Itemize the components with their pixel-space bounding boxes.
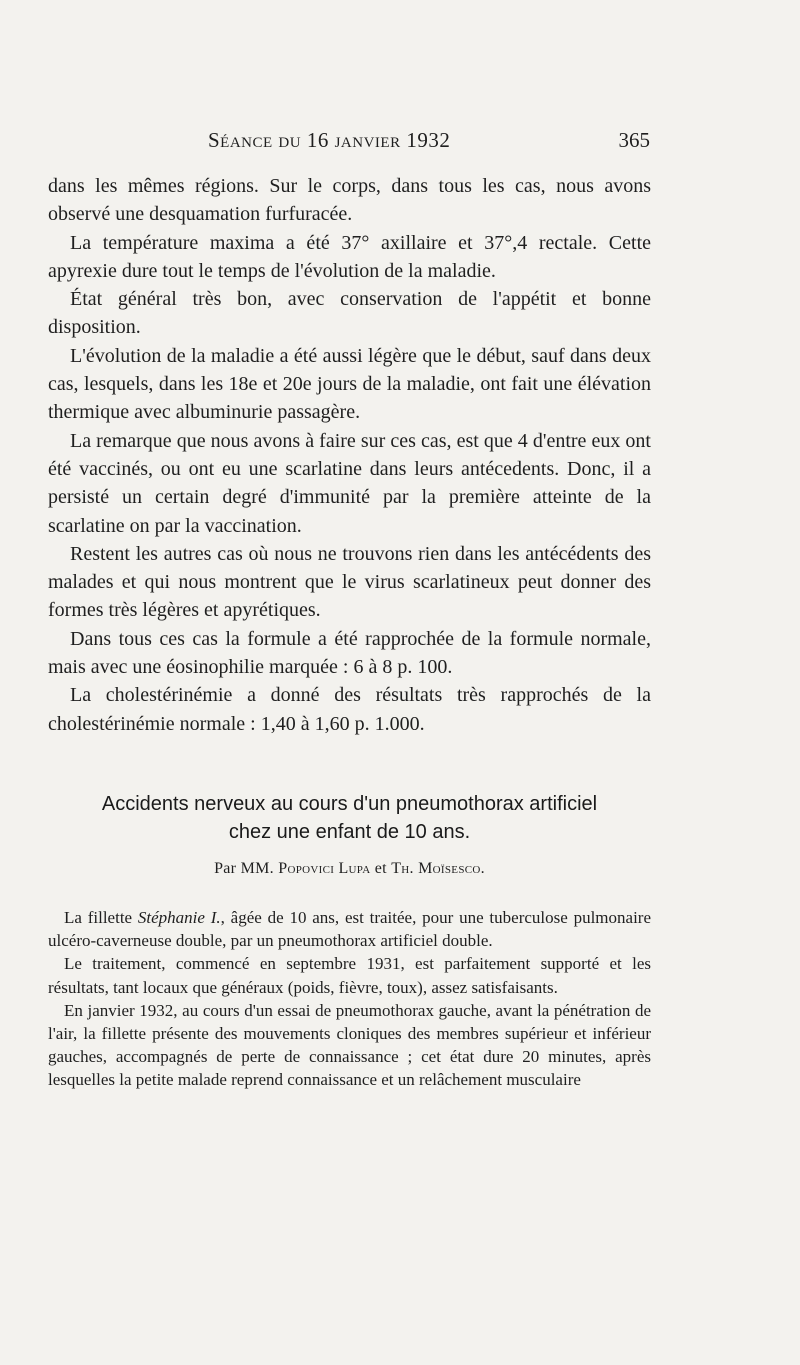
article-title-line-2: chez une enfant de 10 ans.	[228, 821, 471, 843]
paragraph: L'évolution de la maladie a été aussi légère que le début, sauf dans deux cas, lesquels, dans les 18e et 20e jours de la maladie, ont fait une élévation thermique avec albuminurie passagère.	[48, 344, 651, 424]
seance-label: Séance du	[208, 128, 302, 152]
running-head-title	[208, 128, 450, 153]
paragraph	[48, 906, 651, 952]
paragraph: État général très bon, avec conservation de l'appétit et bonne disposition.	[48, 288, 651, 339]
paragraph: La cholestérinémie a donné des résultats très rapprochés de la cholestérinémie normale : 1,40 à 1,60 p. 1.000.	[48, 684, 651, 735]
paragraph: Restent les autres cas où nous ne trouvons rien dans les antécédents des malades et qui nous montrent que le virus scarlatineux peut donner des formes très légères et apyrétiques.	[48, 542, 651, 622]
page-number: 365	[618, 128, 650, 152]
paragraph-rest: , âgée de 10 ans, est traitée, pour une tuberculose pulmonaire ulcéro-caverneuse double, par un pneumothorax artificiel double.	[48, 908, 651, 951]
seance-day: 16	[306, 128, 329, 152]
authors-prefix: Par MM.	[214, 860, 274, 877]
article-title	[48, 790, 651, 846]
author-2: Th. Moïsesco.	[391, 860, 485, 877]
article-body	[48, 906, 651, 1092]
paragraph: Dans tous ces cas la formule a été rapprochée de la formule normale, mais avec une éosinophilie marquée : 6 à 8 p. 100.	[48, 627, 651, 679]
paragraph: dans les mêmes régions. Sur le corps, dans tous les cas, nous avons observé une desquamation furfuracée.	[48, 175, 651, 226]
authors-connector: et	[374, 860, 387, 877]
article-authors	[48, 860, 651, 878]
paragraph: En janvier 1932, au cours d'un essai de pneumothorax gauche, avant la pénétration de l'air, la fillette présente des mouvements cloniques des membres supérieur et inférieur gauches, accompagnés de perte de connaissance ; cet état dure 20 minutes, après lesquelles la petite malade reprend connaissance et un relâchement musculaire	[48, 1000, 651, 1090]
patient-name: Stéphanie I.	[137, 908, 221, 927]
article-title-line-1: Accidents nerveux au cours d'un pneumothorax artificiel	[101, 793, 598, 815]
running-head	[48, 128, 650, 160]
paragraph: La remarque que nous avons à faire sur ces cas, est que 4 d'entre eux ont été vaccinés, ou ont eu une scarlatine dans leurs antécedents. Donc, il a persisté un certain degré d'immunité par la première atteinte de la scarlatine on par la vaccination.	[48, 429, 651, 537]
paragraph: Le traitement, commencé en septembre 1931, est parfaitement supporté et les résultats, tant locaux que généraux (poids, fièvre, toux), assez satisfaisants.	[48, 954, 651, 997]
seance-month: janvier	[334, 128, 401, 152]
paragraph-start: La fillette	[64, 908, 133, 927]
seance-year: 1932	[406, 128, 451, 152]
paragraph: La température maxima a été 37° axillaire et 37°,4 rectale. Cette apyrexie dure tout le temps de l'évolution de la maladie.	[48, 231, 651, 282]
author-1: Popovici Lupa	[278, 860, 371, 877]
continued-article-text	[48, 172, 651, 738]
